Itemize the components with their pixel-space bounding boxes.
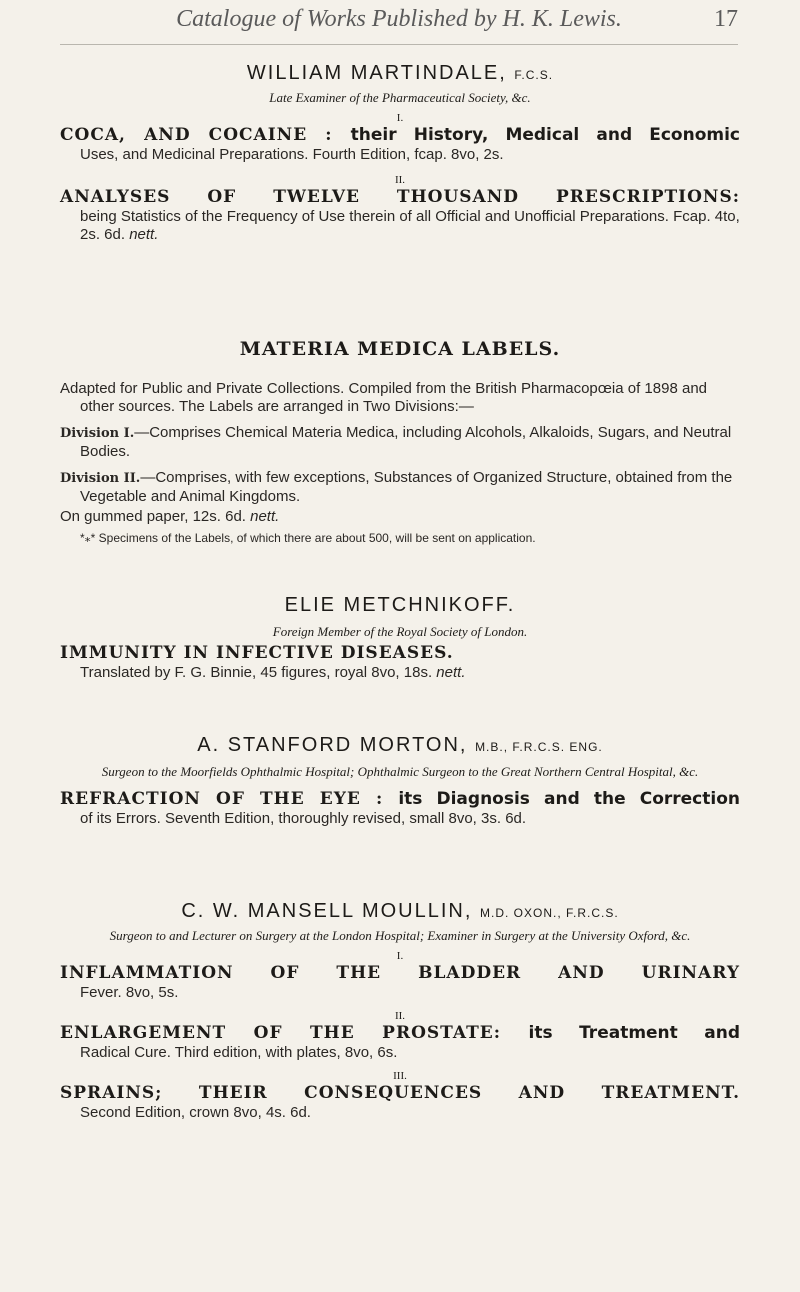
division-one-label: Division I. bbox=[60, 426, 135, 441]
materia-intro: Adapted for Public and Private Collections. Compiled from the British Pharmacopœia of 1898 and other sources. The Labels are arranged in Two Divisions:— bbox=[60, 380, 707, 415]
work-title bbox=[60, 124, 740, 146]
work-numeral: I. bbox=[396, 112, 404, 124]
work-title: INFLAMMATION OF THE BLADDER AND URINARY bbox=[60, 963, 740, 983]
division-one-text: —Comprises Chemical Materia Medica, including Alcohols, Alkaloids, Sugars, and Neutral Bodies. bbox=[80, 424, 732, 460]
author-degrees: M.B., F.R.C.S. ENG. bbox=[475, 740, 603, 754]
header-rule bbox=[60, 44, 738, 45]
work-numeral: III. bbox=[393, 1070, 407, 1082]
materia-price bbox=[60, 508, 740, 526]
author-affiliation: Surgeon to the Moorfields Ophthalmic Hospital; Ophthalmic Surgeon to the Great Northern Central Hospital, &c. bbox=[101, 764, 699, 779]
author-degrees: M.D. OXON., F.R.C.S. bbox=[479, 906, 619, 920]
author-affiliation: Surgeon to and Lecturer on Surgery at the London Hospital; Examiner in Surgery at the University Oxford, &c. bbox=[109, 928, 691, 943]
author-name bbox=[60, 900, 740, 923]
running-title: Catalogue of Works Published by H. K. Lewis. bbox=[176, 6, 622, 32]
work-title-caps: ENLARGEMENT OF THE PROSTATE: bbox=[60, 1023, 502, 1043]
author-name bbox=[60, 62, 740, 85]
materia-medica-entry bbox=[60, 338, 740, 360]
running-head bbox=[60, 6, 738, 42]
morton-entry bbox=[60, 734, 740, 828]
work-description: Uses, and Medicinal Preparations. Fourth Edition, fcap. 8vo, 2s. bbox=[80, 146, 504, 163]
price-note: nett. bbox=[250, 508, 280, 525]
work-description-text: being Statistics of the Frequency of Use therein of all Official and Unofficial Preparations. Fcap. 4to, 2s. 6d. bbox=[80, 208, 740, 243]
moullin-entry bbox=[60, 900, 740, 1122]
page-number: 17 bbox=[714, 6, 738, 32]
division-one bbox=[60, 424, 740, 461]
work-title-rest: its Diagnosis and the Correction bbox=[398, 789, 740, 809]
work-description: Radical Cure. Third edition, with plates, 8vo, 6s. bbox=[80, 1044, 398, 1061]
author-name: ELIE METCHNIKOFF. bbox=[284, 594, 516, 616]
author-name-text: C. W. MANSELL MOULLIN, bbox=[181, 900, 473, 922]
price-text: On gummed paper, 12s. 6d. bbox=[60, 508, 246, 525]
materia-medica-body bbox=[60, 380, 740, 545]
author-name-text: A. STANFORD MORTON, bbox=[197, 734, 468, 756]
division-two-text: —Comprises, with few exceptions, Substances of Organized Structure, obtained from the Vegetable and Animal Kingdoms. bbox=[80, 469, 733, 505]
author-affiliation: Late Examiner of the Pharmaceutical Society, &c. bbox=[269, 90, 531, 105]
specimen-note: *⁎* Specimens of the Labels, of which there are about 500, will be sent on application. bbox=[80, 531, 536, 545]
division-two bbox=[60, 469, 740, 506]
work-description: of its Errors. Seventh Edition, thoroughly revised, small 8vo, 3s. 6d. bbox=[80, 810, 527, 827]
metchnikoff-entry bbox=[60, 594, 740, 682]
price-note: nett. bbox=[129, 226, 159, 243]
work-description: Second Edition, crown 8vo, 4s. 6d. bbox=[80, 1104, 311, 1121]
author-degrees: F.C.S. bbox=[514, 68, 554, 82]
author-affiliation: Foreign Member of the Royal Society of London. bbox=[272, 624, 528, 639]
work-description bbox=[80, 208, 740, 244]
martindale-entry bbox=[60, 62, 740, 244]
work-title bbox=[60, 788, 740, 810]
work-title: IMMUNITY IN INFECTIVE DISEASES. bbox=[60, 643, 454, 663]
work-numeral: I. bbox=[396, 950, 404, 962]
work-description-text: Translated by F. G. Binnie, 45 figures, royal 8vo, 18s. bbox=[80, 664, 433, 681]
work-title-rest: their History, Medical and Economic bbox=[350, 125, 740, 145]
section-title: MATERIA MEDICA LABELS. bbox=[239, 338, 561, 360]
work-title bbox=[60, 1022, 740, 1044]
work-description: Fever. 8vo, 5s. bbox=[80, 984, 179, 1001]
work-title: ANALYSES OF TWELVE THOUSAND PRESCRIPTIONS: bbox=[60, 187, 740, 207]
work-title-rest: its Treatment and bbox=[528, 1023, 741, 1043]
author-name-text: WILLIAM MARTINDALE, bbox=[246, 62, 507, 84]
work-description bbox=[80, 664, 740, 682]
author-name bbox=[60, 734, 740, 757]
work-title: SPRAINS; THEIR CONSEQUENCES AND TREATMENT. bbox=[60, 1083, 740, 1103]
price-note: nett. bbox=[436, 664, 466, 681]
division-two-label: Division II. bbox=[60, 471, 141, 486]
work-title-caps: REFRACTION OF THE EYE : bbox=[60, 789, 384, 809]
work-title-caps: COCA, AND COCAINE : bbox=[60, 125, 333, 145]
work-numeral: II. bbox=[394, 1010, 406, 1022]
work-numeral: II. bbox=[394, 174, 406, 186]
